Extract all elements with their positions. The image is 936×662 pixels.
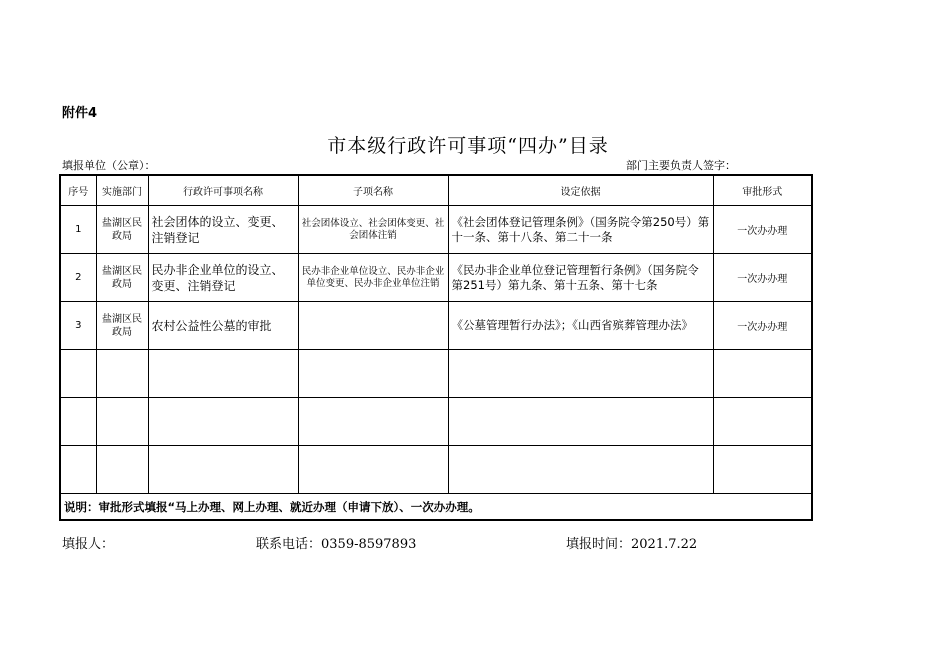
- cell-basis: 《公墓管理暂行办法》；《山西省殡葬管理办法》: [448, 302, 713, 350]
- cell-sub: [298, 302, 448, 350]
- cell-form: 一次办办理: [713, 254, 812, 302]
- empty-cell: [148, 350, 298, 398]
- cell-sub: 社会团体设立、社会团体变更、社会团体注销: [298, 206, 448, 254]
- empty-cell: [713, 398, 812, 446]
- empty-cell: [298, 398, 448, 446]
- empty-cell: [298, 446, 448, 494]
- cell-basis: 《民办非企业单位登记管理暂行条例》（国务院令第251号）第九条、第十五条、第十七条: [448, 254, 713, 302]
- col-header-name: 行政许可事项名称: [148, 175, 298, 206]
- attachment-label: 附件4: [62, 106, 98, 121]
- cell-no: 1: [60, 206, 96, 254]
- empty-cell: [60, 350, 96, 398]
- cell-name: 民办非企业单位的设立、变更、注销登记: [148, 254, 298, 302]
- col-header-form: 审批形式: [713, 175, 812, 206]
- empty-cell: [148, 446, 298, 494]
- table-header-row: [60, 175, 812, 206]
- filler-label: 填报人：: [62, 537, 115, 552]
- note-row: [60, 494, 812, 521]
- col-header-no: 序号: [60, 175, 96, 206]
- signature-label: 部门主要负责人签字：: [626, 159, 736, 172]
- contact-phone: 联系电话：0359-8597893: [256, 537, 417, 552]
- cell-dept: 盐湖区民政局: [96, 206, 148, 254]
- col-header-sub: 子项名称: [298, 175, 448, 206]
- note-text: 说明：审批形式填报“马上办理、网上办理、就近办理（申请下放）、一次办办理。: [60, 494, 812, 521]
- fill-date: 填报时间：2021.7.22: [566, 537, 698, 552]
- permit-table: [59, 174, 813, 521]
- cell-name: 社会团体的设立、变更、注销登记: [148, 206, 298, 254]
- empty-cell: [96, 446, 148, 494]
- cell-form: 一次办办理: [713, 206, 812, 254]
- cell-dept: 盐湖区民政局: [96, 254, 148, 302]
- empty-cell: [60, 446, 96, 494]
- empty-cell: [298, 350, 448, 398]
- cell-no: 2: [60, 254, 96, 302]
- cell-form: 一次办办理: [713, 302, 812, 350]
- empty-row: [60, 446, 812, 494]
- empty-cell: [60, 398, 96, 446]
- empty-row: [60, 398, 812, 446]
- cell-sub: 民办非企业单位设立、民办非企业单位变更、民办非企业单位注销: [298, 254, 448, 302]
- empty-row: [60, 350, 812, 398]
- table-row: [60, 254, 812, 302]
- table-row: [60, 302, 812, 350]
- empty-cell: [713, 446, 812, 494]
- cell-name: 农村公益性公墓的审批: [148, 302, 298, 350]
- empty-cell: [96, 350, 148, 398]
- page-title: 市本级行政许可事项“四办”目录: [327, 135, 609, 157]
- empty-cell: [448, 446, 713, 494]
- cell-no: 3: [60, 302, 96, 350]
- empty-cell: [713, 350, 812, 398]
- col-header-dept: 实施部门: [96, 175, 148, 206]
- col-header-basis: 设定依据: [448, 175, 713, 206]
- empty-cell: [148, 398, 298, 446]
- table-row: [60, 206, 812, 254]
- empty-cell: [96, 398, 148, 446]
- filing-unit-label: 填报单位（公章）：: [62, 159, 156, 172]
- cell-basis: 《社会团体登记管理条例》（国务院令第250号）第十一条、第十八条、第二十一条: [448, 206, 713, 254]
- empty-cell: [448, 350, 713, 398]
- cell-dept: 盐湖区民政局: [96, 302, 148, 350]
- empty-cell: [448, 398, 713, 446]
